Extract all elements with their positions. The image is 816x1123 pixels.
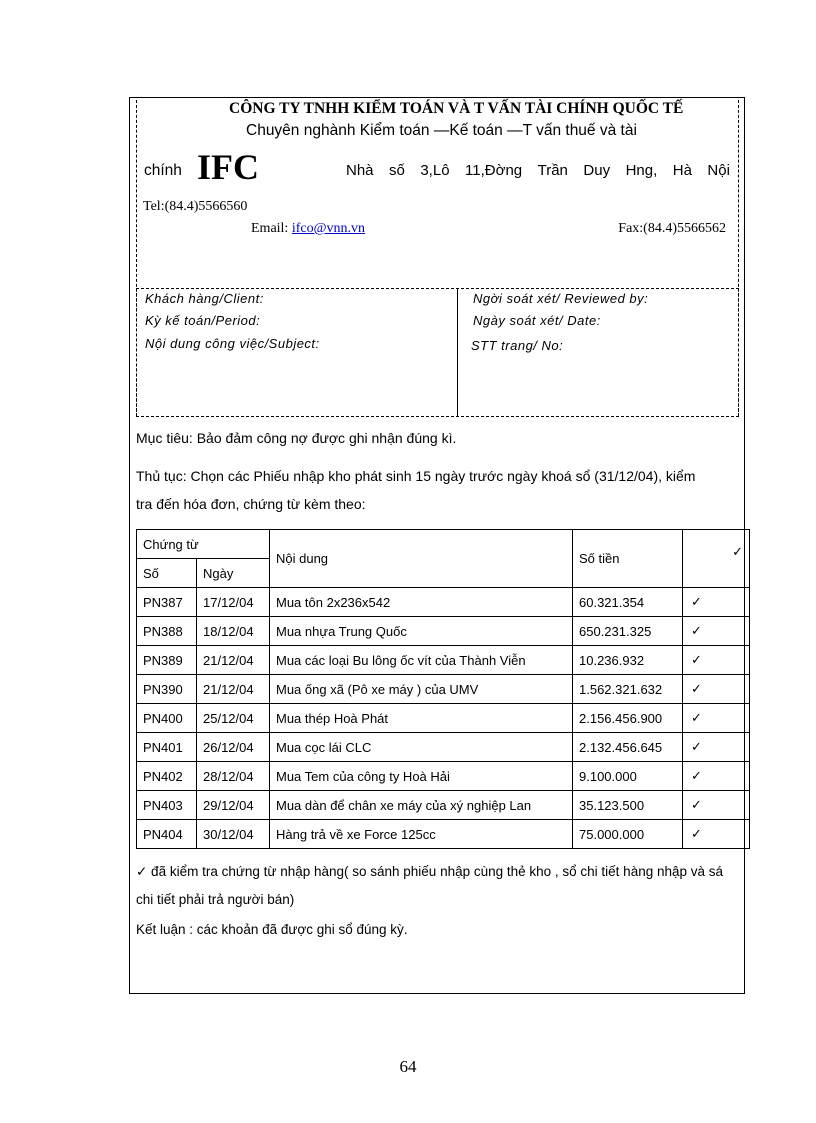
check-cell: ✓ <box>683 733 750 762</box>
content-cell: Mua cọc lái CLC <box>270 733 573 762</box>
voucher-no-cell: PN403 <box>137 791 197 820</box>
conclusion-text: Kết luận : các khoản đã được ghi sổ đúng kỳ. <box>136 922 408 937</box>
table-row <box>137 675 750 704</box>
check-cell: ✓ <box>683 704 750 733</box>
table-row <box>137 791 750 820</box>
check-cell: ✓ <box>683 617 750 646</box>
table-row <box>137 733 750 762</box>
amount-cell: 650.231.325 <box>573 617 683 646</box>
amount-cell: 2.156.456.900 <box>573 704 683 733</box>
voucher-date-cell: 29/12/04 <box>197 791 270 820</box>
voucher-no-cell: PN400 <box>137 704 197 733</box>
review-date-label: Ngày soát xét/ Date: <box>473 313 601 328</box>
voucher-header: Chứng từ <box>137 530 270 559</box>
voucher-date-cell: 30/12/04 <box>197 820 270 849</box>
content-cell: Hàng trả về xe Force 125cc <box>270 820 573 849</box>
content-cell: Mua thép Hoà Phát <box>270 704 573 733</box>
content-cell: Mua tôn 2x236x542 <box>270 588 573 617</box>
amount-cell: 75.000.000 <box>573 820 683 849</box>
company-name: CÔNG TY TNHH KIỂM TOÁN VÀ T VẤN TÀI CHÍNH QUỐC TẾ <box>229 100 684 117</box>
content-cell: Mua Tem của công ty Hoà Hải <box>270 762 573 791</box>
content-cell: Mua dàn để chân xe máy của xý nghiệp Lan <box>270 791 573 820</box>
table-row <box>137 762 750 791</box>
client-label: Khách hàng/Client: <box>145 291 264 306</box>
email-link[interactable]: ifco@vnn.vn <box>291 221 365 236</box>
company-specialty-cont: chính <box>144 162 182 179</box>
check-cell: ✓ <box>683 675 750 704</box>
amount-header: Số tiền <box>573 530 683 588</box>
voucher-date-cell: 21/12/04 <box>197 646 270 675</box>
voucher-date-cell: 21/12/04 <box>197 675 270 704</box>
table-row <box>137 617 750 646</box>
voucher-no-header: Số <box>137 559 197 588</box>
voucher-date-cell: 17/12/04 <box>197 588 270 617</box>
note-line1: ✓ đã kiểm tra chứng từ nhập hàng( so sánh phiếu nhập cùng thẻ kho , sổ chi tiết hàng nhập và sá <box>136 864 724 879</box>
company-fax: Fax:(84.4)5566562 <box>618 221 726 236</box>
check-cell: ✓ <box>683 791 750 820</box>
voucher-no-cell: PN402 <box>137 762 197 791</box>
company-specialty: Chuyên nghành Kiểm toán —Kế toán —T vấn thuế và tài <box>246 122 637 139</box>
voucher-no-cell: PN390 <box>137 675 197 704</box>
ifc-logo: IFC <box>197 147 259 187</box>
voucher-no-cell: PN401 <box>137 733 197 762</box>
check-cell: ✓ <box>683 588 750 617</box>
content-header: Nội dung <box>270 530 573 588</box>
voucher-date-header: Ngày <box>197 559 270 588</box>
page-no-label: STT trang/ No: <box>471 338 564 353</box>
voucher-no-cell: PN387 <box>137 588 197 617</box>
company-tel: Tel:(84.4)5566560 <box>143 199 248 214</box>
amount-cell: 35.123.500 <box>573 791 683 820</box>
voucher-date-cell: 26/12/04 <box>197 733 270 762</box>
check-header: ✓ <box>683 530 750 588</box>
check-cell: ✓ <box>683 646 750 675</box>
procedure-text-line1: Thủ tục: Chọn các Phiếu nhập kho phát sinh 15 ngày trước ngày khoá sổ (31/12/04), kiểm <box>136 468 696 484</box>
check-cell: ✓ <box>683 820 750 849</box>
voucher-no-cell: PN404 <box>137 820 197 849</box>
voucher-date-cell: 18/12/04 <box>197 617 270 646</box>
subject-label: Nội dung công việc/Subject: <box>145 336 320 351</box>
note-line2: chi tiết phải trả người bán) <box>136 892 295 907</box>
company-email: Email: ifco@vnn.vn <box>251 221 365 236</box>
info-box-divider <box>457 289 458 416</box>
amount-cell: 1.562.321.632 <box>573 675 683 704</box>
amount-cell: 9.100.000 <box>573 762 683 791</box>
amount-cell: 2.132.456.645 <box>573 733 683 762</box>
reviewed-by-label: Ngời soát xét/ Reviewed by: <box>473 291 649 306</box>
voucher-date-cell: 28/12/04 <box>197 762 270 791</box>
content-cell: Mua các loại Bu lông ốc vít của Thành Viễn <box>270 646 573 675</box>
check-cell: ✓ <box>683 762 750 791</box>
info-box <box>136 288 739 417</box>
company-address: Nhà số 3,Lô 11,Đờng Trần Duy Hng, Hà Nội <box>346 162 730 179</box>
page-number: 64 <box>399 1057 417 1076</box>
voucher-no-cell: PN388 <box>137 617 197 646</box>
voucher-no-cell: PN389 <box>137 646 197 675</box>
voucher-table <box>136 529 750 849</box>
table-row <box>137 820 750 849</box>
period-label: Kỳ kế toán/Period: <box>145 313 261 328</box>
table-row <box>137 646 750 675</box>
table-row <box>137 588 750 617</box>
amount-cell: 10.236.932 <box>573 646 683 675</box>
amount-cell: 60.321.354 <box>573 588 683 617</box>
table-row <box>137 704 750 733</box>
objective-text: Mục tiêu: Bảo đảm công nợ được ghi nhận đúng kì. <box>136 430 457 446</box>
voucher-date-cell: 25/12/04 <box>197 704 270 733</box>
content-cell: Mua ống xã (Pô xe máy ) của UMV <box>270 675 573 704</box>
content-cell: Mua nhựa Trung Quốc <box>270 617 573 646</box>
procedure-text-line2: tra đến hóa đơn, chứng từ kèm theo: <box>136 496 366 512</box>
